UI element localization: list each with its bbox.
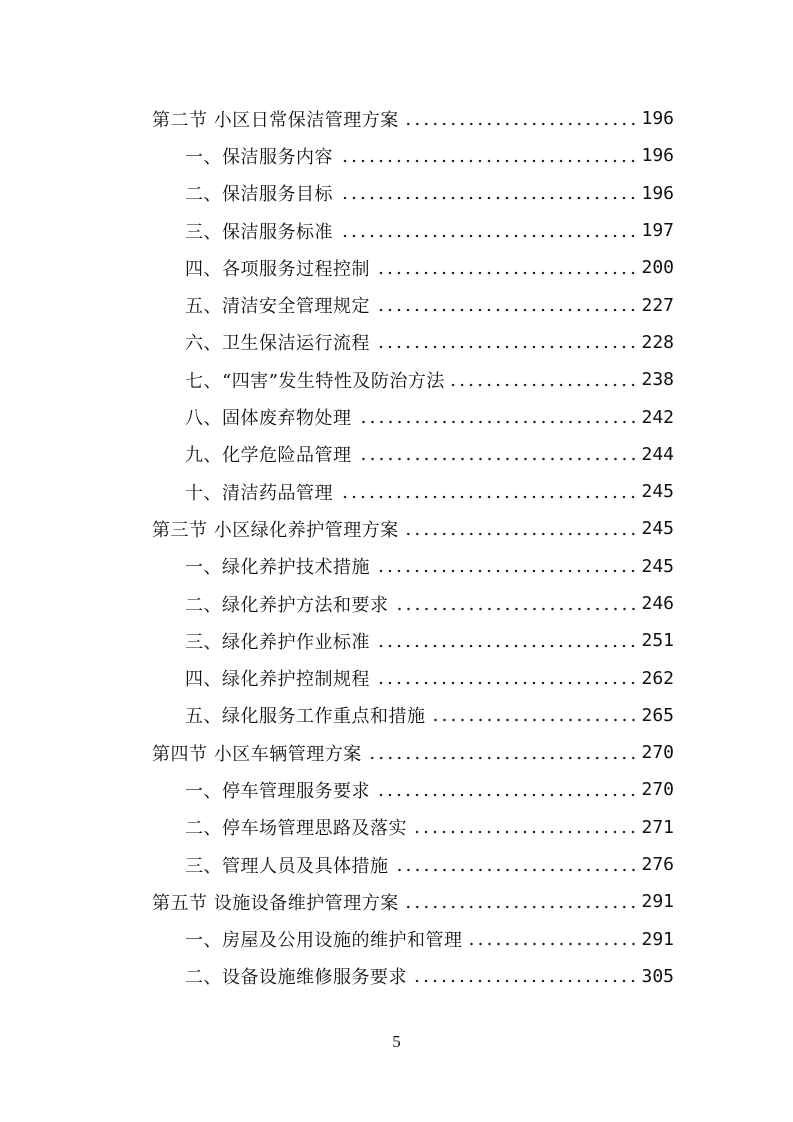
dot-leader xyxy=(404,902,638,912)
toc-entry-page: 262 xyxy=(641,667,674,689)
toc-entry-page: 245 xyxy=(641,555,674,577)
toc-entry[interactable] xyxy=(152,510,674,547)
toc-entry-page: 244 xyxy=(641,443,674,465)
dot-leader xyxy=(404,119,638,129)
toc-entry-page: 196 xyxy=(641,108,674,130)
dot-leader xyxy=(412,827,637,837)
dot-leader xyxy=(375,566,637,576)
dot-leader xyxy=(375,678,637,688)
dot-leader xyxy=(375,305,637,315)
toc-entry-title: 第三节 小区绿化养护管理方案 xyxy=(152,519,399,541)
toc-entry[interactable] xyxy=(152,100,674,137)
dot-leader xyxy=(394,604,638,614)
toc-entry-title: 四、各项服务过程控制 xyxy=(185,258,370,280)
toc-entry-title: 五、绿化服务工作重点和措施 xyxy=(185,706,426,728)
toc-entry-title: 四、绿化养护控制规程 xyxy=(185,669,370,691)
toc-entry-title: 一、房屋及公用设施的维护和管理 xyxy=(185,930,463,952)
toc-entry-title: 七、“四害”发生特性及防治方法 xyxy=(185,370,445,392)
toc-entry-page: 196 xyxy=(641,145,674,167)
toc-entry-page: 270 xyxy=(641,779,674,801)
dot-leader xyxy=(394,865,638,875)
toc-entry-title: 第四节 小区车辆管理方案 xyxy=(152,743,362,765)
toc-entry[interactable] xyxy=(152,137,674,174)
toc-entry[interactable] xyxy=(152,361,674,398)
dot-leader xyxy=(412,976,637,986)
toc-entry[interactable] xyxy=(152,548,674,585)
toc-entry[interactable] xyxy=(152,883,674,920)
toc-entry[interactable] xyxy=(152,324,674,361)
toc-entry[interactable] xyxy=(152,286,674,323)
toc-entry-page: 276 xyxy=(641,854,674,876)
toc-entry-page: 242 xyxy=(641,406,674,428)
table-of-contents xyxy=(152,100,674,995)
toc-entry[interactable] xyxy=(152,249,674,286)
toc-entry-title: 一、停车管理服务要求 xyxy=(185,780,370,802)
dot-leader xyxy=(431,715,638,725)
dot-leader xyxy=(357,417,638,427)
dot-leader xyxy=(367,753,638,763)
toc-entry-page: 197 xyxy=(641,220,674,242)
toc-entry-title: 二、停车场管理思路及落实 xyxy=(185,818,407,840)
toc-entry-title: 三、保洁服务标准 xyxy=(185,221,333,243)
dot-leader xyxy=(375,342,637,352)
toc-entry[interactable] xyxy=(152,436,674,473)
toc-entry[interactable] xyxy=(152,958,674,995)
toc-entry[interactable] xyxy=(152,659,674,696)
toc-entry-title: 二、绿化养护方法和要求 xyxy=(185,594,389,616)
toc-entry-page: 228 xyxy=(641,331,674,353)
toc-entry-title: 第二节 小区日常保洁管理方案 xyxy=(152,109,399,131)
toc-entry-title: 五、清洁安全管理规定 xyxy=(185,296,370,318)
toc-entry-page: 246 xyxy=(641,593,674,614)
toc-entry[interactable] xyxy=(152,622,674,659)
toc-entry-page: 200 xyxy=(641,257,674,279)
toc-entry-title: 十、清洁药品管理 xyxy=(185,482,333,504)
toc-entry-page: 305 xyxy=(641,965,674,987)
toc-entry[interactable] xyxy=(152,175,674,212)
toc-entry-title: 九、化学危险品管理 xyxy=(185,445,352,467)
toc-entry-title: 二、设备设施维修服务要求 xyxy=(185,967,407,989)
toc-entry-title: 八、固体废弃物处理 xyxy=(185,408,352,430)
toc-entry[interactable] xyxy=(152,921,674,958)
toc-entry[interactable] xyxy=(152,473,674,510)
toc-entry-title: 六、卫生保洁运行流程 xyxy=(185,333,370,355)
toc-entry-title: 第五节 设施设备维护管理方案 xyxy=(152,892,399,914)
toc-entry[interactable] xyxy=(152,697,674,734)
dot-leader xyxy=(338,492,637,502)
dot-leader xyxy=(375,790,637,800)
toc-entry[interactable] xyxy=(152,585,674,622)
toc-entry[interactable] xyxy=(152,212,674,249)
toc-entry-page: 291 xyxy=(641,928,674,950)
toc-entry-page: 245 xyxy=(641,518,674,540)
toc-entry-page: 270 xyxy=(641,742,674,764)
dot-leader xyxy=(338,193,637,203)
toc-entry-title: 一、保洁服务内容 xyxy=(185,146,333,168)
toc-entry-title: 三、绿化养护作业标准 xyxy=(185,631,370,653)
toc-entry[interactable] xyxy=(152,809,674,846)
toc-entry-page: 251 xyxy=(641,630,674,652)
toc-entry-title: 一、绿化养护技术措施 xyxy=(185,557,370,579)
toc-entry-page: 245 xyxy=(641,481,674,503)
toc-entry-page: 265 xyxy=(641,704,674,726)
dot-leader xyxy=(338,156,637,166)
dot-leader xyxy=(468,939,638,949)
toc-entry[interactable] xyxy=(152,734,674,771)
toc-entry-page: 227 xyxy=(641,294,674,316)
toc-entry-title: 三、管理人员及具体措施 xyxy=(185,855,389,877)
dot-leader xyxy=(338,231,637,241)
toc-entry-page: 238 xyxy=(641,369,674,391)
toc-entry-page: 196 xyxy=(641,182,674,204)
dot-leader xyxy=(357,454,638,464)
toc-entry-page: 271 xyxy=(641,816,674,838)
dot-leader xyxy=(404,529,638,539)
dot-leader xyxy=(375,268,637,278)
toc-entry[interactable] xyxy=(152,398,674,435)
dot-leader xyxy=(375,641,637,651)
toc-entry[interactable] xyxy=(152,771,674,808)
page-number: 5 xyxy=(392,1032,401,1051)
toc-entry-title: 二、保洁服务目标 xyxy=(185,184,333,206)
toc-entry-page: 291 xyxy=(641,891,674,913)
dot-leader xyxy=(450,380,638,390)
toc-entry[interactable] xyxy=(152,846,674,883)
